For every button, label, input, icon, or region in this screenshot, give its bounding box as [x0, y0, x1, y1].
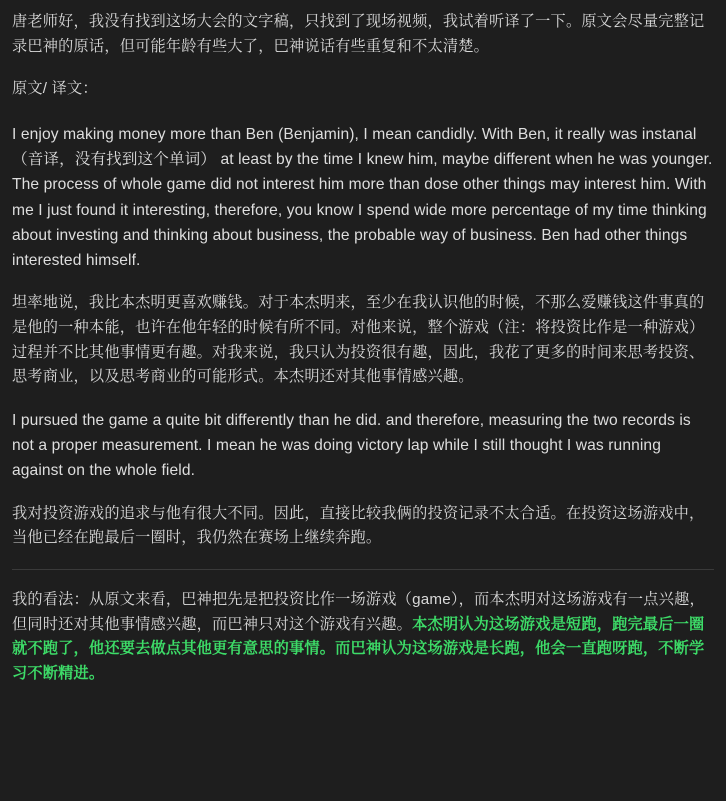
paragraph-chinese-2: 我对投资游戏的追求与他有很大不同。因此，直接比较我俩的投资记录不太合适。在投资这场游戏中，当他已经在跑最后一圈时，我仍然在赛场上继续奔跑。: [12, 504, 705, 547]
paragraph-english-1: I enjoy making money more than Ben (Benjamin), I mean candidly. With Ben, it really was instanal（音译，没有找到这个单词） at least by the time I knew him, maybe different when he was younger. The process of whole game did not interest him more than dose other things may interest him. With me I just found it interesting, therefore, you know I spend wide more percentage of my time thinking about investing and thinking about business, the probable way of business. Ben had other things interested himself.: [12, 125, 713, 270]
section-label: 原文/ 译文：: [12, 80, 98, 98]
opinion-highlight-text: 本杰明认为这场游戏是短跑，跑完最后一圈就不跑了，他还要去做点其他更有意思的事情。而巴神认为这场游戏是长跑，他会一直跑呀跑，不断学习不断精进。: [12, 615, 705, 682]
intro-paragraph: 唐老师好，我没有找到这场大会的文字稿，只找到了现场视频，我试着听译了一下。原文会尽量完整记录巴神的原话，但可能年龄有些大了，巴神说话有些重复和不太清楚。: [12, 13, 705, 55]
opinion-paragraph: [12, 588, 714, 687]
paragraph-chinese-1: 坦率地说，我比本杰明更喜欢赚钱。对于本杰明来，至少在我认识他的时候，不那么爱赚钱这件事真的是他的一种本能，也许在他年轻的时候有所不同。对他来说，整个游戏（注：将投资比作是一种游戏）过程并不比其他事情更有趣。对我来说，我只认为投资很有趣，因此，我花了更多的时间来思考投资、思考商业，以及思考商业的可能形式。本杰明还对其他事情感兴趣。: [12, 294, 705, 386]
opinion-plain-text: 我的看法：从原文来看，巴神把先是把投资比作一场游戏（game），而本杰明对这场游戏有一点兴趣，但同时还对其他事情感兴趣，而巴神只对这个游戏有兴趣。: [12, 590, 705, 633]
paragraph-english-2: I pursued the game a quite bit differently than he did. and therefore, measuring the two records is not a proper measurement. I mean he was doing victory lap while I still thought I was running against on the whole field.: [12, 411, 691, 480]
section-divider: [12, 569, 714, 570]
